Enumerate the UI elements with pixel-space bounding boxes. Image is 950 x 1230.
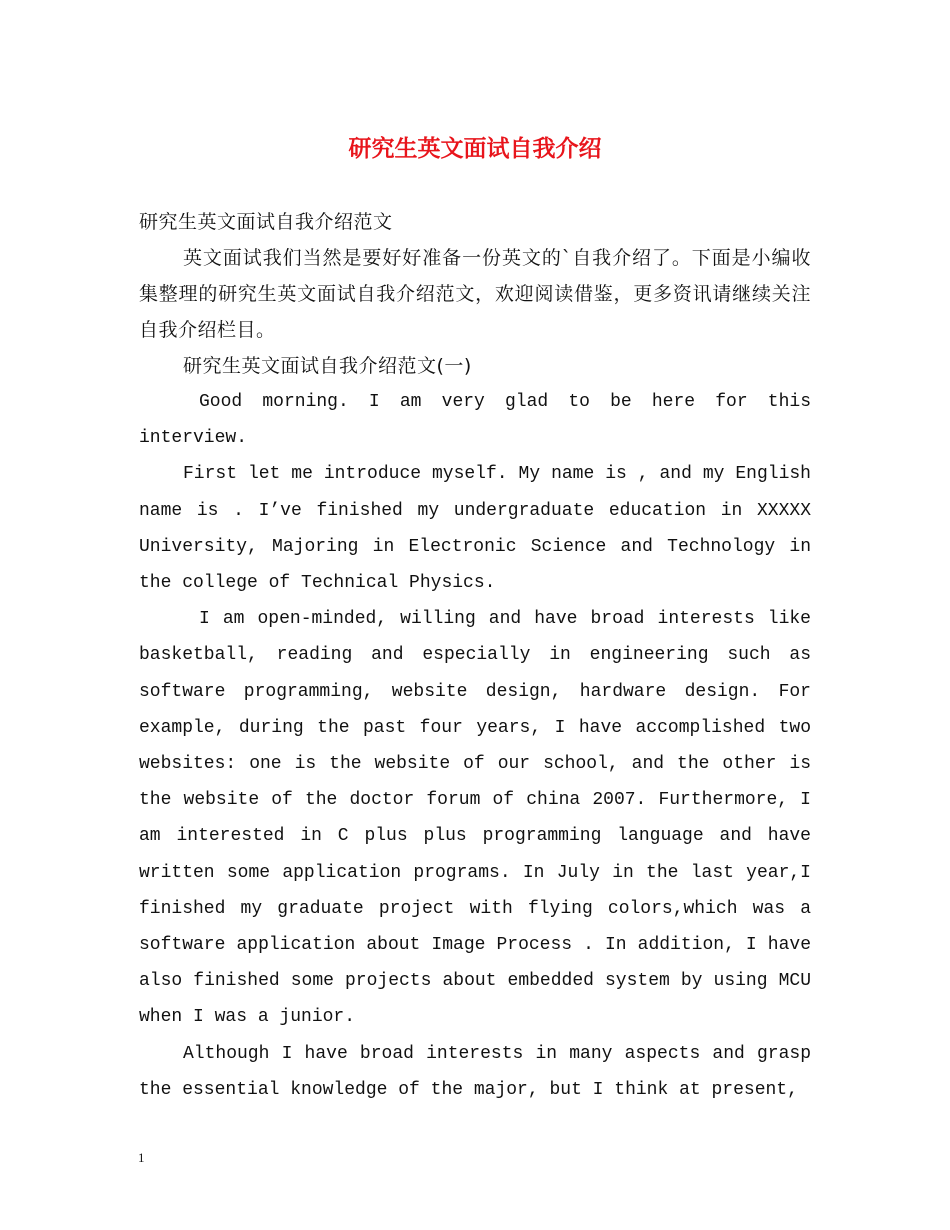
sample-subheading: 研究生英文面试自我介绍范文(一) [183,355,472,377]
page-number: 1 [138,1150,145,1165]
intro-paragraph: 英文面试我们当然是要好好准备一份英文的`自我介绍了。下面是小编收集整理的研究生英文面试自我介绍范文，欢迎阅读借鉴，更多资讯请继续关注自我介绍栏目。 [139,247,811,341]
document-body [139,204,811,1108]
body-paragraph: I am open-minded, willing and have broad interests like basketball, reading and especially in engineering such as software programming, website design, hardware design. For example, during the past four years, I have accomplished two websites: one is the website of our school, and the other is the website of the doctor forum of china 2007. Furthermore, I am interested in C plus plus programming language and have written some application programs. In July in the last year,I finished my graduate project with flying colors,which was a software application about Image Process . In addition, I have also finished some projects about embedded system by using MCU when I was a junior. [139,609,811,1028]
body-paragraph: Although I have broad interests in many aspects and grasp the essential knowledge of the major, but I think at present, [139,1043,811,1100]
body-paragraph: Good morning. I am very glad to be here for this interview. [139,392,811,449]
document-title: 研究生英文面试自我介绍 [348,136,602,162]
body-paragraph: First let me introduce myself. My name is , and my English name is . I’ve finished my undergraduate education in XXXXX University, Majoring in Electronic Science and Technology in the college of Technical Physics. [139,464,811,594]
section-heading: 研究生英文面试自我介绍范文 [139,211,393,233]
